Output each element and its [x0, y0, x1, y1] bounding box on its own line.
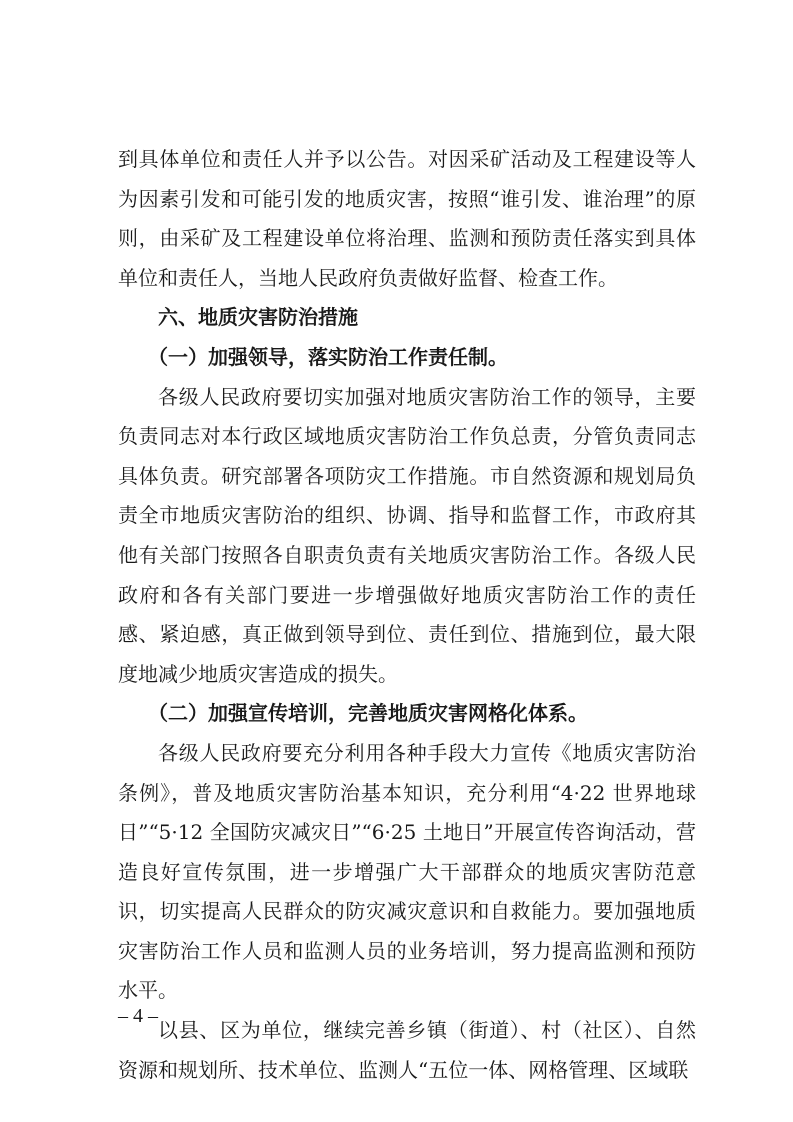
paragraph-continuation: 到具体单位和责任人并予以公告。对因采矿活动及工程建设等人为因素引发和可能引发的地质灾害，按照“谁引发、谁治理”的原则，由采矿及工程建设单位将治理、监测和预防责任落实到具体单位和责任人，当地人民政府负责做好监督、检查工作。	[118, 147, 696, 290]
subsection-heading-1: （一）加强领导，落实防治工作责任制。	[148, 344, 508, 369]
section-heading: 六、地质灾害防治措施	[158, 305, 358, 330]
paragraph-grid-system: 以县、区为单位，继续完善乡镇（街道）、村（社区）、自然资源和规划所、技术单位、监测人“五位一体、网格管理、区域联	[118, 1018, 696, 1082]
body-text	[118, 140, 696, 1090]
paragraph-publicity: 各级人民政府要充分利用各种手段大力宣传《地质灾害防治条例》，普及地质灾害防治基本知识，充分利用“4·22 世界地球日”“5·12 全国防灾减灾日”“6·25 土地日”开展宣传咨询活动，营造良好宣传氛围，进一步增强广大干部群众的地质灾害防范意识，切实提高人民群众的防灾减灾意识和自救能力。要加强地质灾害防治工作人员和监测人员的业务培训，努力提高监测和预防水平。	[118, 740, 696, 1003]
page-number: – 4 –	[118, 1005, 158, 1027]
paragraph-leadership: 各级人民政府要切实加强对地质灾害防治工作的领导，主要负责同志对本行政区域地质灾害防治工作负总责，分管负责同志具体负责。研究部署各项防灾工作措施。市自然资源和规划局负责全市地质灾害防治的组织、协调、指导和监督工作，市政府其他有关部门按照各自职责负责有关地质灾害防治工作。各级人民政府和各有关部门要进一步增强做好地质灾害防治工作的责任感、紧迫感，真正做到领导到位、责任到位、措施到位，最大限度地减少地质灾害造成的损失。	[118, 384, 696, 686]
subsection-heading-2: （二）加强宣传培训，完善地质灾害网格化体系。	[148, 701, 588, 726]
